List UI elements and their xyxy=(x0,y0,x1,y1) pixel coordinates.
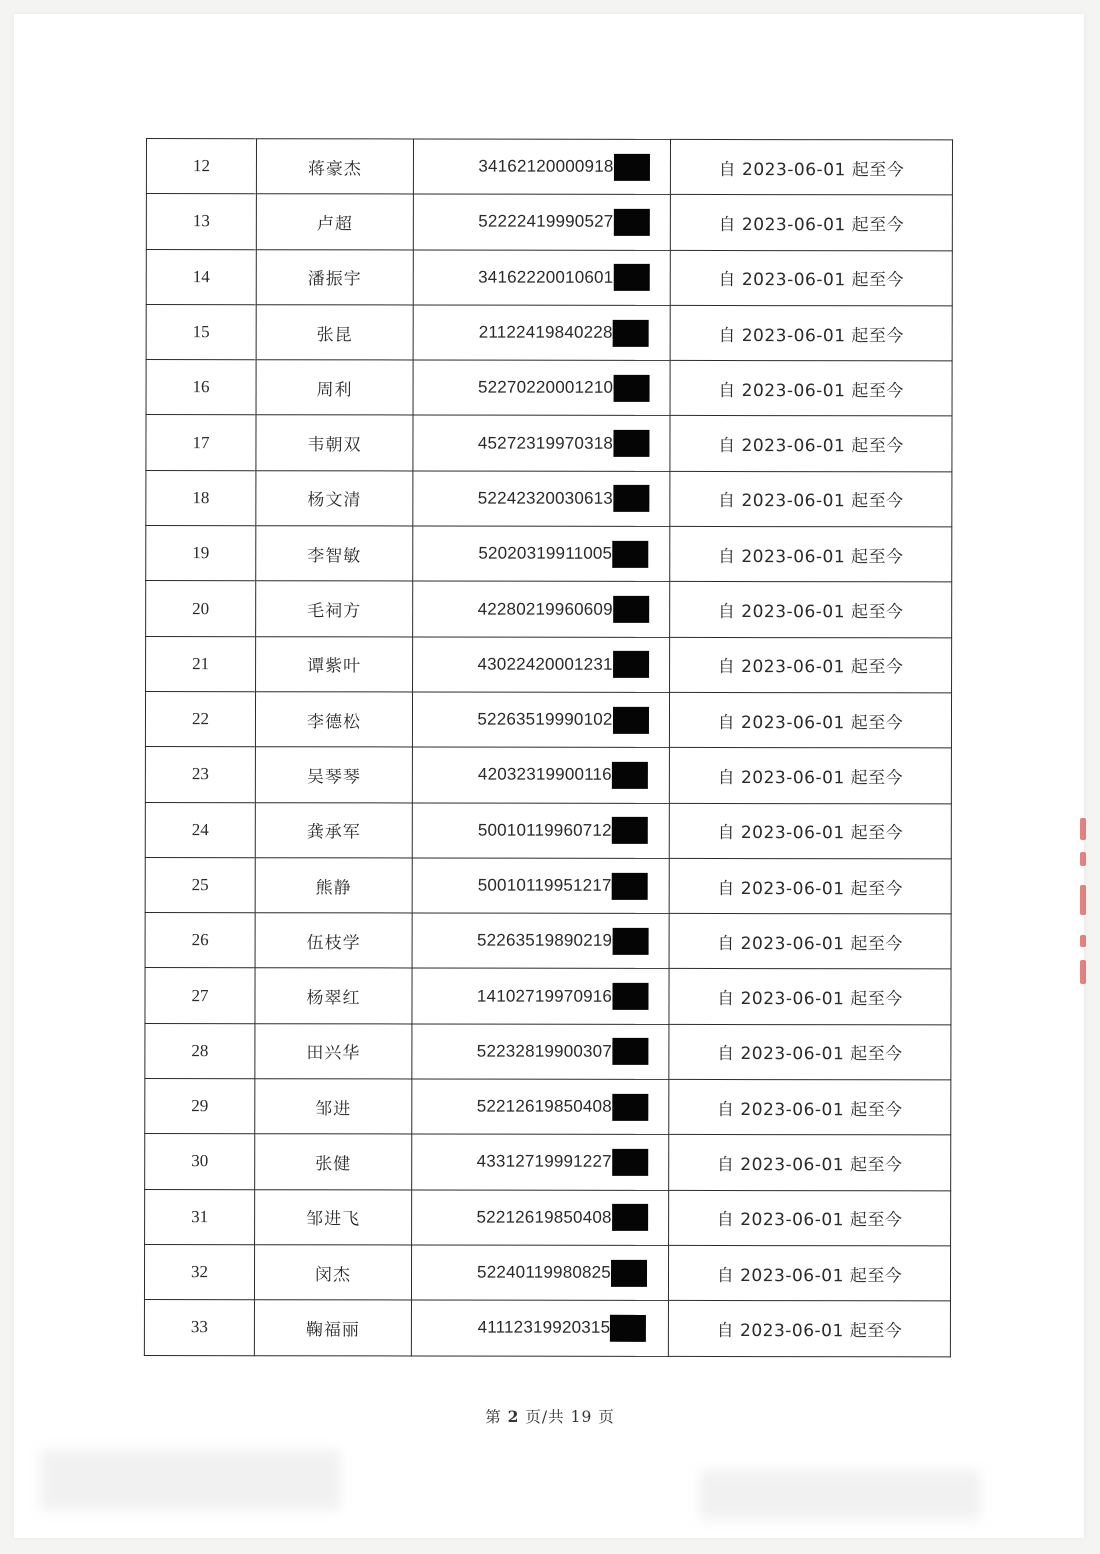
person-name: 吴琴琴 xyxy=(306,767,361,788)
table-row xyxy=(145,913,951,970)
id-number-cell xyxy=(412,858,669,914)
id-number-visible: 52240119980825 xyxy=(477,1262,611,1282)
redaction-block xyxy=(612,817,648,844)
row-index-cell xyxy=(146,415,256,470)
person-name: 闵杰 xyxy=(314,1264,352,1285)
employment-period: 自 2023-06-01 起至今 xyxy=(717,712,904,733)
table-row xyxy=(145,1134,951,1191)
id-number-cell xyxy=(412,692,669,748)
employment-period: 自 2023-06-01 起至今 xyxy=(717,878,904,899)
period-cell xyxy=(669,748,951,804)
table-row xyxy=(145,1079,951,1136)
id-number-visible: 50010119960712 xyxy=(477,820,612,840)
employment-period: 自 2023-06-01 起至今 xyxy=(718,491,904,512)
table-row xyxy=(146,139,952,196)
id-number-cell xyxy=(412,968,669,1024)
scan-artifact xyxy=(700,1470,980,1520)
row-index-cell xyxy=(145,747,255,802)
table-row xyxy=(146,304,952,361)
employment-period: 自 2023-06-01 起至今 xyxy=(716,1210,903,1231)
id-number-wrapper xyxy=(477,983,648,1010)
footer-prefix: 第 xyxy=(485,1408,502,1426)
table-row xyxy=(146,581,952,638)
name-cell xyxy=(256,581,413,637)
period-cell xyxy=(670,526,952,582)
id-number-visible: 52263519890219 xyxy=(476,930,613,951)
period-cell xyxy=(669,858,951,914)
person-name: 卢超 xyxy=(316,214,353,235)
row-index: 32 xyxy=(191,1262,209,1282)
person-name: 杨文清 xyxy=(307,490,362,511)
id-number-visible: 52212619850408 xyxy=(476,1207,612,1227)
row-index: 19 xyxy=(192,543,210,563)
table-row xyxy=(145,802,951,859)
id-number-wrapper xyxy=(478,374,649,401)
id-number-cell xyxy=(412,913,669,969)
id-number-cell xyxy=(413,250,670,306)
row-index-cell xyxy=(145,691,255,746)
id-number-cell xyxy=(413,139,670,195)
id-number-visible: 52242320030613 xyxy=(477,488,613,508)
redaction-block xyxy=(612,1038,648,1065)
row-index: 30 xyxy=(191,1151,209,1171)
id-number-visible: 52232819900307 xyxy=(476,1041,613,1061)
person-name: 李智敏 xyxy=(307,546,362,567)
person-name: 龚承军 xyxy=(306,822,361,843)
id-number-wrapper xyxy=(477,927,648,954)
row-index-cell xyxy=(146,360,256,415)
name-cell xyxy=(255,747,412,803)
id-number-cell xyxy=(412,1079,669,1135)
name-cell xyxy=(256,526,413,582)
id-number-visible: 34162220010601 xyxy=(478,267,614,287)
row-index: 33 xyxy=(190,1317,208,1337)
employment-period: 自 2023-06-01 起至今 xyxy=(717,546,904,568)
redaction-block xyxy=(613,596,649,623)
period-cell xyxy=(670,582,952,638)
redaction-block xyxy=(612,541,648,568)
row-index-cell xyxy=(146,581,256,636)
id-number-wrapper xyxy=(478,540,648,567)
row-index-cell xyxy=(145,857,255,912)
row-index-cell xyxy=(146,526,256,581)
redaction-block xyxy=(612,1094,648,1121)
employment-period: 自 2023-06-01 起至今 xyxy=(718,214,905,236)
table-row xyxy=(146,636,952,693)
person-name: 张昆 xyxy=(316,324,353,345)
id-number-wrapper xyxy=(476,1204,647,1231)
id-number-visible: 52263519990102 xyxy=(477,709,613,729)
period-cell xyxy=(668,1245,950,1301)
row-index-cell xyxy=(145,1023,255,1078)
id-number-wrapper xyxy=(477,651,648,678)
footer-suffix: 页 xyxy=(598,1408,615,1426)
employment-period: 自 2023-06-01 起至今 xyxy=(717,657,904,678)
row-index: 20 xyxy=(192,598,210,618)
name-cell xyxy=(255,913,412,969)
employment-period: 自 2023-06-01 起至今 xyxy=(717,767,904,789)
id-number-wrapper xyxy=(478,430,649,457)
employment-period: 自 2023-06-01 起至今 xyxy=(718,380,904,402)
row-index-cell xyxy=(145,913,255,968)
employment-period: 自 2023-06-01 起至今 xyxy=(718,159,905,180)
period-cell xyxy=(670,361,952,417)
redaction-block xyxy=(610,1315,646,1342)
period-cell xyxy=(669,1024,951,1080)
id-number-wrapper xyxy=(478,596,649,623)
row-index-cell xyxy=(144,1244,254,1299)
id-number-wrapper xyxy=(478,264,649,291)
redaction-block xyxy=(613,485,649,512)
id-number-cell xyxy=(412,1024,669,1080)
period-cell xyxy=(669,1135,951,1191)
row-index-cell xyxy=(145,968,255,1023)
id-number-cell xyxy=(413,415,670,471)
row-index-cell xyxy=(146,249,256,304)
table-row xyxy=(145,1189,951,1246)
period-cell xyxy=(669,914,951,970)
id-number-cell xyxy=(413,526,670,582)
id-number-visible: 45272319970318 xyxy=(477,433,614,453)
name-cell xyxy=(255,1189,412,1245)
row-index-cell xyxy=(146,139,256,194)
person-name: 熊静 xyxy=(315,877,352,898)
personnel-table-body xyxy=(144,139,952,1357)
row-index: 13 xyxy=(192,211,210,231)
period-cell xyxy=(670,139,952,195)
id-number-visible: 52020319911005 xyxy=(478,543,613,564)
id-number-cell xyxy=(412,803,669,859)
id-number-cell xyxy=(412,1134,669,1190)
employment-period: 自 2023-06-01 起至今 xyxy=(716,1320,903,1342)
person-name: 韦朝双 xyxy=(307,435,362,456)
name-cell xyxy=(254,1245,411,1301)
period-cell xyxy=(670,195,952,251)
redaction-block xyxy=(613,264,649,291)
id-number-cell xyxy=(411,1300,668,1356)
id-number-wrapper xyxy=(477,1093,648,1120)
row-index: 26 xyxy=(191,930,209,950)
table-row xyxy=(146,415,952,472)
seal-edge-mark xyxy=(1080,960,1086,984)
id-number-visible: 34162120000918 xyxy=(478,156,614,176)
id-number-wrapper xyxy=(478,209,649,236)
footer-middle: 页/共 xyxy=(525,1408,565,1426)
id-number-visible: 52270220001210 xyxy=(477,377,614,398)
name-cell xyxy=(255,1023,412,1079)
id-number-visible: 43022420001231 xyxy=(477,654,613,674)
id-number-wrapper xyxy=(478,1314,647,1341)
id-number-cell xyxy=(413,471,670,527)
id-number-wrapper xyxy=(479,319,649,346)
current-page-number: 2 xyxy=(507,1407,520,1426)
row-index: 18 xyxy=(192,488,210,508)
name-cell xyxy=(256,249,413,305)
name-cell xyxy=(256,360,413,416)
person-name: 邹进 xyxy=(315,1098,352,1120)
employment-period: 自 2023-06-01 起至今 xyxy=(718,436,904,457)
name-cell xyxy=(256,305,413,361)
redaction-block xyxy=(613,706,649,733)
employment-period: 自 2023-06-01 起至今 xyxy=(717,602,904,623)
table-row xyxy=(146,194,952,251)
id-number-wrapper xyxy=(477,1038,648,1065)
name-cell xyxy=(255,692,412,748)
id-number-visible: 43312719991227 xyxy=(476,1152,612,1172)
name-cell xyxy=(255,1079,412,1135)
table-row xyxy=(146,249,952,306)
id-number-cell xyxy=(413,637,670,693)
person-name: 伍枝学 xyxy=(306,933,361,954)
table-row xyxy=(146,526,952,583)
row-index: 12 xyxy=(192,156,210,176)
name-cell xyxy=(256,194,413,250)
person-name: 李德松 xyxy=(306,711,361,732)
redaction-block xyxy=(614,153,650,180)
id-number-cell xyxy=(413,360,670,416)
table-row xyxy=(144,1300,950,1357)
redaction-block xyxy=(612,762,648,789)
table-row xyxy=(145,747,951,804)
period-cell xyxy=(669,803,951,859)
person-name: 田兴华 xyxy=(306,1043,361,1064)
period-cell xyxy=(669,692,951,748)
row-index: 27 xyxy=(191,985,209,1005)
row-index: 28 xyxy=(191,1040,209,1061)
id-number-cell xyxy=(412,1190,669,1246)
period-cell xyxy=(668,1301,950,1357)
seal-edge-mark xyxy=(1080,852,1086,866)
row-index-cell xyxy=(146,470,256,525)
table-row xyxy=(145,857,951,914)
row-index: 21 xyxy=(192,653,210,673)
row-index-cell xyxy=(146,304,256,359)
table-row xyxy=(145,1023,951,1080)
seal-edge-mark xyxy=(1080,818,1086,840)
seal-edge-mark xyxy=(1080,885,1086,915)
row-index: 17 xyxy=(192,432,210,452)
employment-period: 自 2023-06-01 起至今 xyxy=(717,933,903,955)
name-cell xyxy=(256,415,413,471)
name-cell xyxy=(255,968,412,1024)
employment-period: 自 2023-06-01 起至今 xyxy=(717,823,904,844)
employment-period: 自 2023-06-01 起至今 xyxy=(716,1265,903,1286)
id-number-wrapper xyxy=(477,1149,648,1176)
redaction-block xyxy=(612,1204,648,1231)
id-number-wrapper xyxy=(477,1259,647,1286)
id-number-wrapper xyxy=(478,153,649,180)
page-footer xyxy=(0,1405,1100,1427)
employment-period: 自 2023-06-01 起至今 xyxy=(716,1099,903,1121)
period-cell xyxy=(669,969,951,1025)
row-index-cell xyxy=(146,194,256,249)
person-name: 张健 xyxy=(315,1154,352,1175)
period-cell xyxy=(670,305,952,361)
row-index-cell xyxy=(145,1134,255,1189)
person-name: 周利 xyxy=(316,380,353,401)
period-cell xyxy=(669,1190,951,1246)
employment-period: 自 2023-06-01 起至今 xyxy=(716,1154,903,1176)
redaction-block xyxy=(612,928,648,955)
redaction-block xyxy=(613,430,649,457)
id-number-visible: 21122419840228 xyxy=(478,322,613,342)
id-number-visible: 42032319900116 xyxy=(477,764,612,785)
name-cell xyxy=(254,1300,411,1356)
table-row xyxy=(146,470,952,527)
redaction-block xyxy=(612,1149,648,1176)
row-index-cell xyxy=(144,1300,254,1355)
name-cell xyxy=(255,802,412,858)
id-number-visible: 14102719970916 xyxy=(476,986,613,1006)
row-index: 24 xyxy=(191,819,209,839)
personnel-table xyxy=(144,138,953,1357)
id-number-cell xyxy=(413,581,670,637)
id-number-wrapper xyxy=(478,485,649,512)
employment-period: 自 2023-06-01 起至今 xyxy=(717,989,903,1010)
name-cell xyxy=(255,858,412,914)
employment-period: 自 2023-06-01 起至今 xyxy=(717,1044,903,1065)
table-row xyxy=(145,691,951,748)
person-name: 蒋豪杰 xyxy=(307,158,362,180)
row-index: 15 xyxy=(192,322,210,342)
id-number-cell xyxy=(413,194,670,250)
row-index-cell xyxy=(145,1079,255,1134)
employment-period: 自 2023-06-01 起至今 xyxy=(718,270,905,291)
id-number-visible: 41112319920315 xyxy=(477,1317,611,1338)
id-number-wrapper xyxy=(478,872,648,899)
name-cell xyxy=(256,470,413,526)
scan-artifact xyxy=(40,1450,340,1510)
row-index: 22 xyxy=(191,709,210,729)
id-number-cell xyxy=(411,1245,668,1301)
name-cell xyxy=(256,636,413,692)
id-number-visible: 42280219960609 xyxy=(477,599,613,619)
person-name: 谭紫叶 xyxy=(307,656,362,677)
name-cell xyxy=(255,1134,412,1190)
person-name: 毛祠方 xyxy=(307,601,362,622)
row-index-cell xyxy=(145,1189,255,1244)
person-name: 杨翠红 xyxy=(306,988,361,1009)
row-index-cell xyxy=(145,802,255,857)
period-cell xyxy=(669,1079,951,1135)
period-cell xyxy=(670,250,952,306)
employment-period: 自 2023-06-01 起至今 xyxy=(718,325,904,346)
id-number-wrapper xyxy=(477,706,648,733)
id-number-visible: 52212619850408 xyxy=(476,1096,612,1117)
period-cell xyxy=(670,637,952,693)
total-pages-number: 19 xyxy=(570,1408,593,1426)
table-row xyxy=(145,968,951,1025)
table-row xyxy=(146,360,952,417)
redaction-block xyxy=(613,209,649,236)
person-name: 鞠福丽 xyxy=(305,1320,360,1341)
table-row xyxy=(144,1244,950,1301)
row-index: 25 xyxy=(191,875,209,895)
period-cell xyxy=(670,471,952,527)
redaction-block xyxy=(613,651,649,678)
period-cell xyxy=(670,416,952,472)
row-index: 29 xyxy=(191,1096,209,1116)
redaction-block xyxy=(612,983,648,1010)
id-number-wrapper xyxy=(478,761,648,788)
id-number-visible: 50010119951217 xyxy=(477,875,612,895)
redaction-block xyxy=(613,319,649,346)
id-number-wrapper xyxy=(478,817,648,844)
redaction-block xyxy=(612,872,648,899)
row-index: 23 xyxy=(191,764,209,784)
redaction-block xyxy=(613,375,649,402)
row-index: 16 xyxy=(192,377,210,397)
row-index: 31 xyxy=(191,1206,209,1226)
person-name: 邹进飞 xyxy=(306,1209,361,1230)
id-number-visible: 52222419990527 xyxy=(478,212,614,232)
person-name: 潘振宇 xyxy=(307,269,362,290)
row-index-cell xyxy=(146,636,256,691)
id-number-cell xyxy=(412,747,669,803)
seal-edge-mark xyxy=(1080,935,1086,947)
row-index: 14 xyxy=(192,266,210,286)
id-number-cell xyxy=(413,305,670,361)
name-cell xyxy=(256,139,413,195)
redaction-block xyxy=(611,1259,647,1286)
